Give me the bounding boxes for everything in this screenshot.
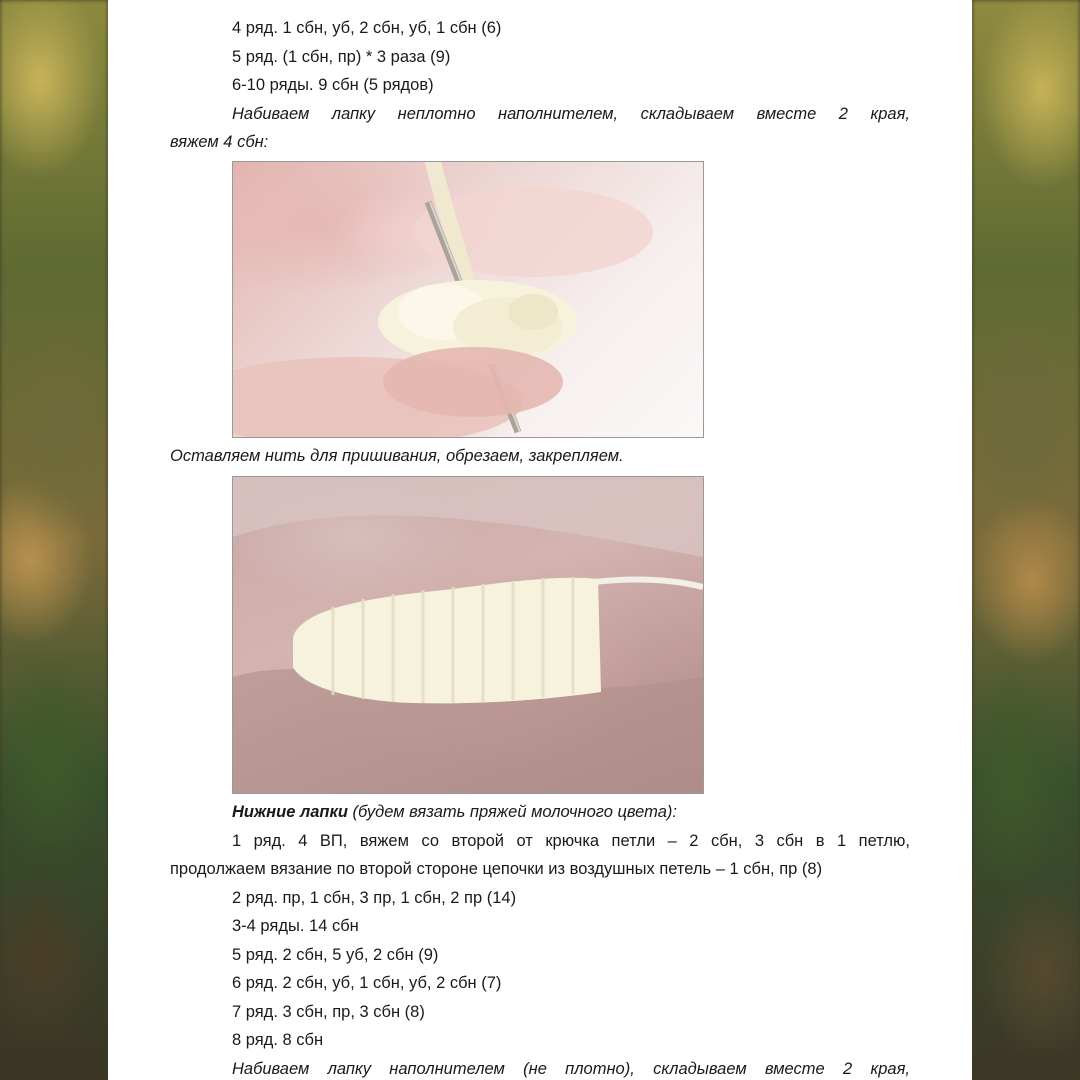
pattern-text [170, 14, 910, 1080]
lower-paws-title: Нижние лапки [232, 803, 348, 821]
row-5: 5 ряд. (1 сбн, пр) * 3 раза (9) [232, 47, 451, 66]
lower-paws-row-5: 5 ряд. 2 сбн, 5 уб, 2 сбн (9) [232, 945, 439, 964]
lower-paws-rows-3-4: 3-4 ряды. 14 сбн [232, 917, 359, 935]
lower-paws-row-8: 8 ряд. 8 сбн [232, 1031, 324, 1049]
lower-paws-row-1-line-1: 1 ряд. 4 ВП, вяжем со второй от крючка петли – 2 сбн, 3 сбн в 1 петлю, [232, 831, 910, 850]
blurred-background-right [972, 0, 1080, 1080]
stuff-instruction-line-2: вяжем 4 сбн: [170, 133, 269, 151]
blurred-background-left [0, 0, 108, 1080]
stuff-instruction-line-1: Набиваем лапку неплотно наполнителем, складываем вместе 2 края, [232, 104, 910, 123]
photo-finished-paw [232, 476, 704, 794]
lower-paws-row-6: 6 ряд. 2 сбн, уб, 1 сбн, уб, 2 сбн (7) [232, 974, 502, 992]
leave-thread-instruction: Оставляем нить для пришивания, обрезаем, закрепляем. [170, 446, 624, 465]
lower-paws-stuff-instruction: Набиваем лапку наполнителем (не плотно), складываем вместе 2 края, [232, 1059, 910, 1078]
crochet-hook-image [233, 162, 703, 437]
row-4: 4 ряд. 1 сбн, уб, 2 сбн, уб, 1 сбн (6) [232, 19, 502, 37]
lower-paws-row-7: 7 ряд. 3 сбн, пр, 3 сбн (8) [232, 1002, 425, 1021]
lower-paws-heading [170, 798, 910, 827]
photo-crochet-closing-paw [232, 161, 704, 438]
document-page [108, 0, 972, 1080]
finished-paw-image [233, 477, 703, 793]
lower-paws-row-2: 2 ряд. пр, 1 сбн, 3 пр, 1 сбн, 2 пр (14) [232, 888, 517, 907]
lower-paws-note: (будем вязать пряжей молочного цвета): [347, 803, 677, 821]
lower-paws-row-1-line-2: продолжаем вязание по второй стороне цепочки из воздушных петель – 1 сбн, пр (8) [170, 860, 823, 878]
rows-6-10: 6-10 ряды. 9 сбн (5 рядов) [232, 76, 434, 94]
